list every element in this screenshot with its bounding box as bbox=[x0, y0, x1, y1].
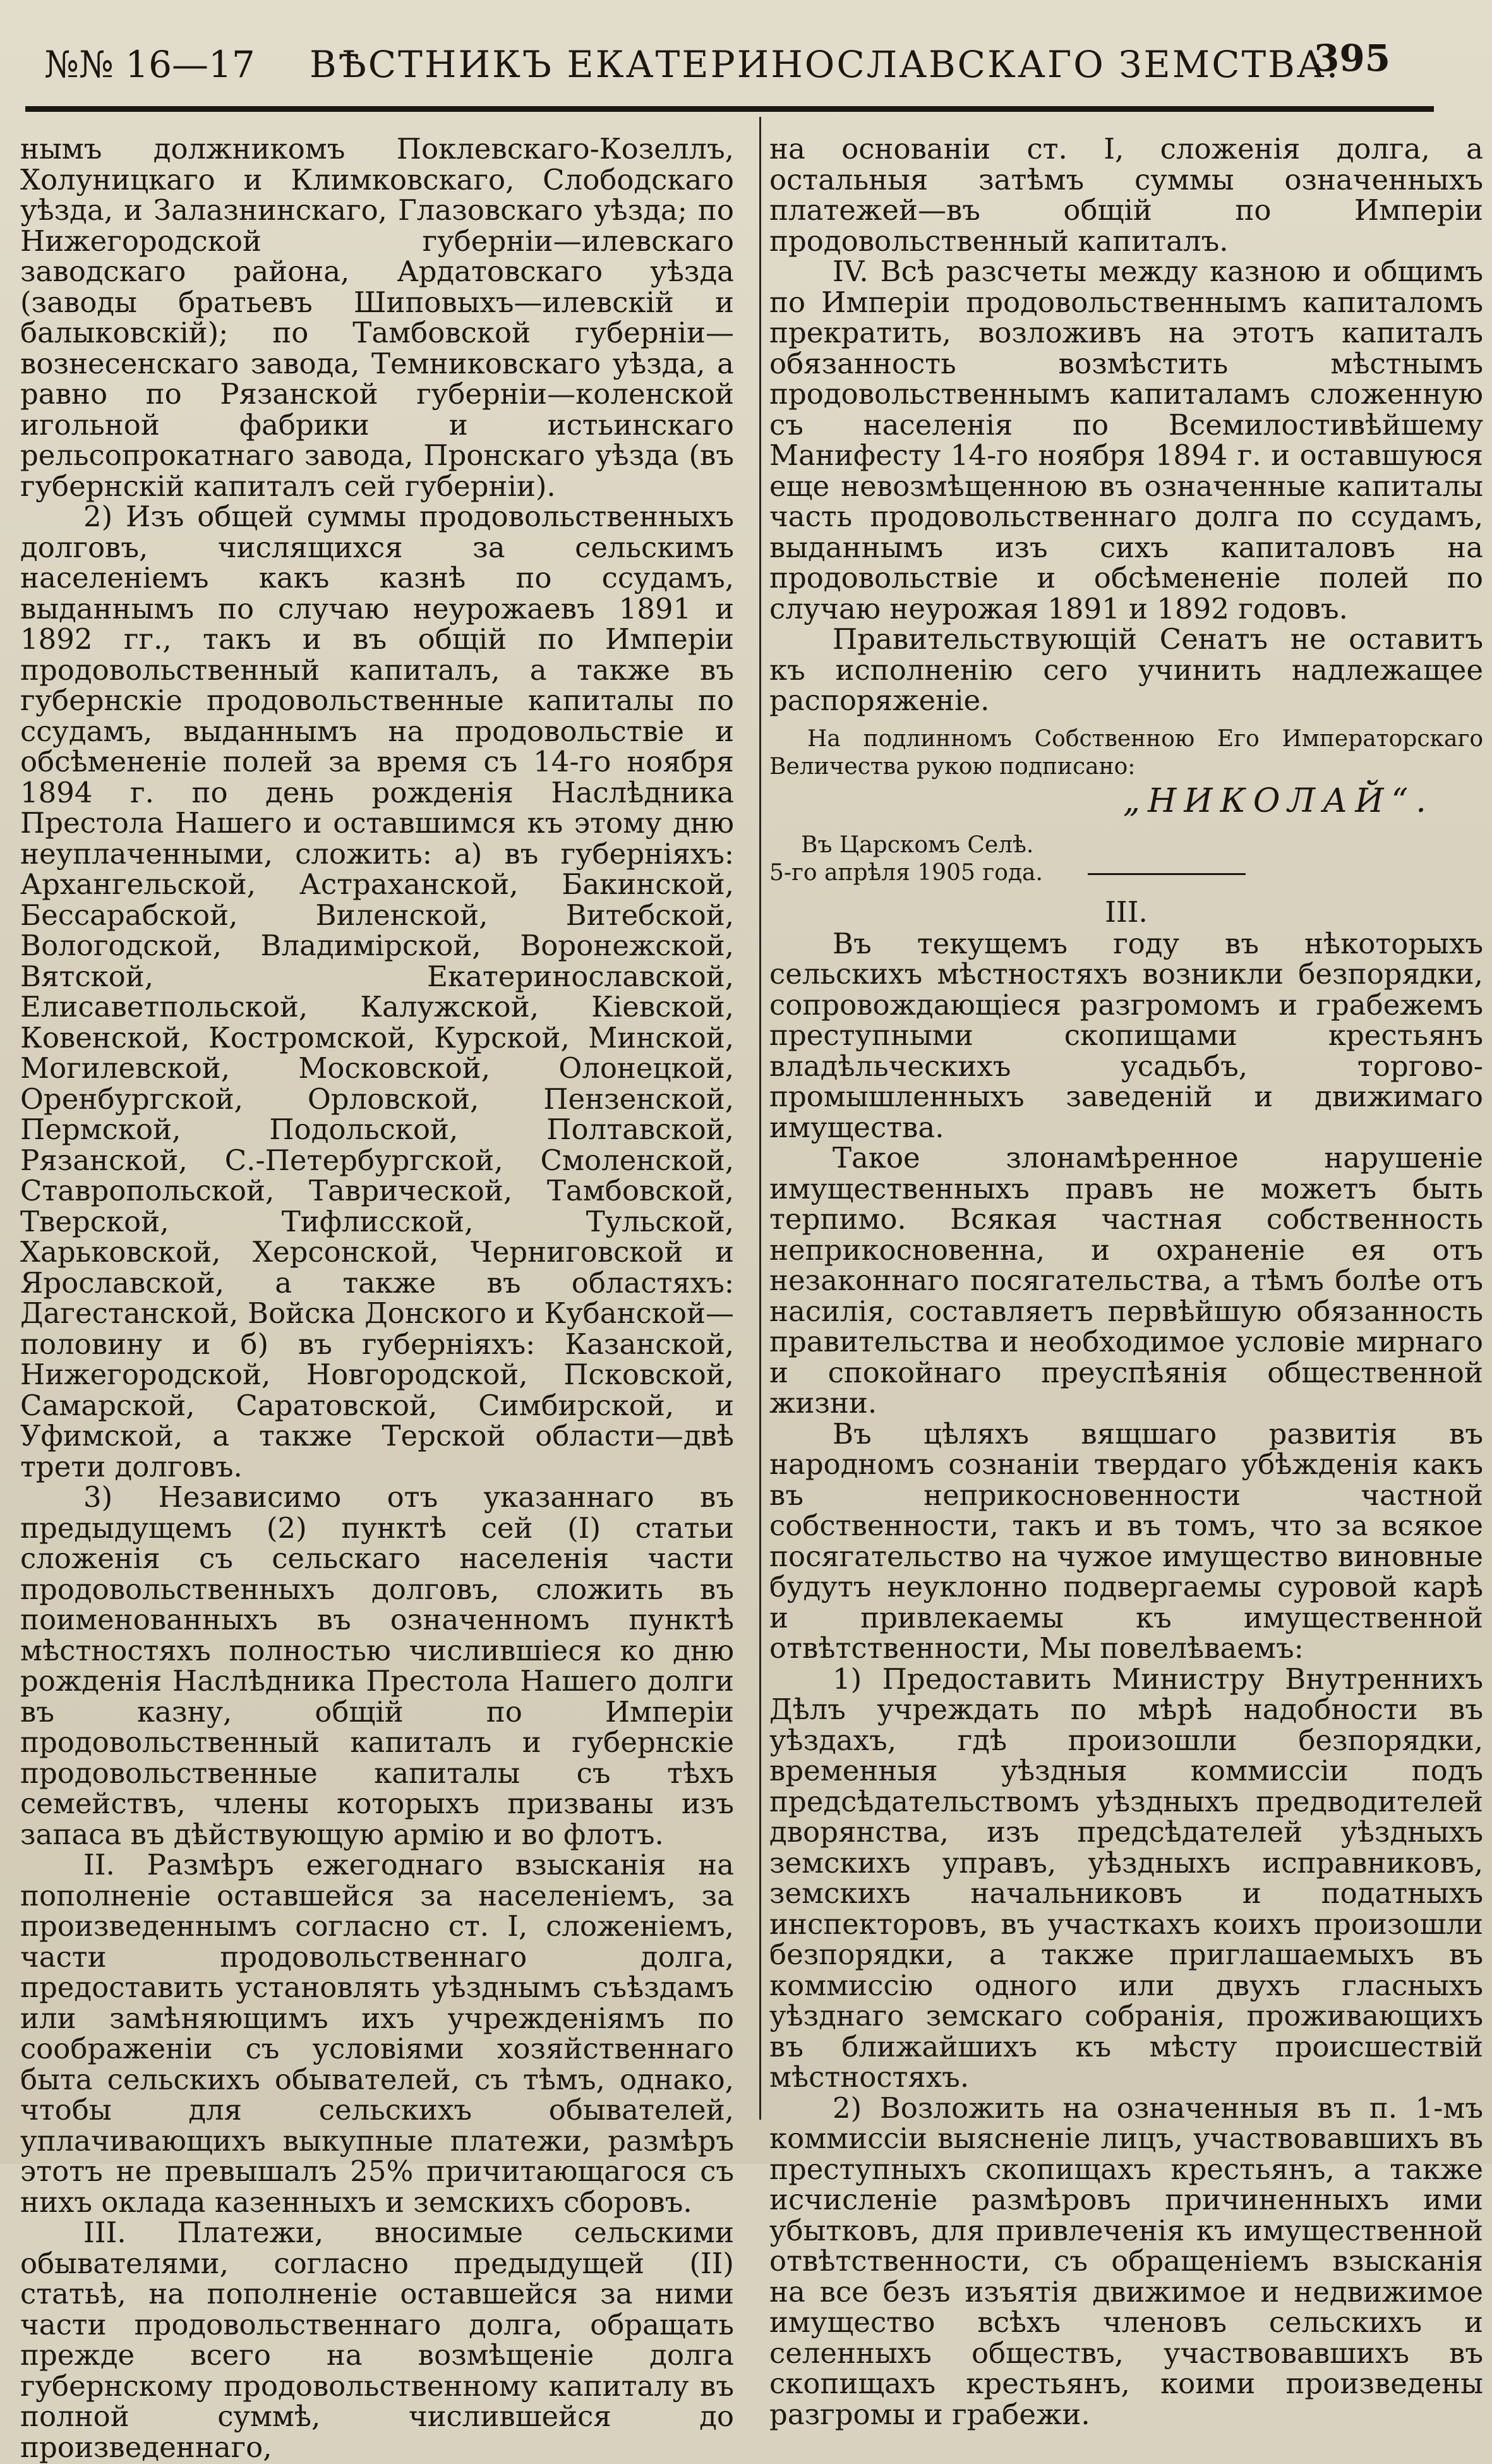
paragraph: II. Размѣръ ежегоднаго взысканія на пополненіе оставшейся за населеніемъ, за произведеннымъ согласно ст. I, сложеніемъ, части продовольственнаго долга, предоставить установлять уѣзднымъ съѣздамъ или замѣняющимъ ихъ учрежденіямъ по соображеніи съ условіями хозяйственнаго быта сельскихъ обывателей, съ тѣмъ, однако, чтобы для сельскихъ обывателей, уплачивающихъ выкупные платежи, размѣръ этотъ не превышалъ 25% причитающагося съ нихъ оклада казенныхъ и земскихъ сборовъ. bbox=[20, 1848, 734, 2219]
paragraph: Въ цѣляхъ вящшаго развитія въ народномъ сознаніи твердаго убѣжденія какъ въ неприкосновенности частной собственности, такъ и въ томъ, что за всякое посягательство на чужое имущество виновные будутъ неуклонно подвергаемы суровой карѣ и привлекаемы къ имущественной отвѣтственности, Мы повелѣваемъ: bbox=[769, 1416, 1483, 1665]
section-number: III. bbox=[1105, 895, 1148, 929]
paragraph: 2) Возложить на означенныя въ п. 1-мъ коммиссіи выясненіе лицъ, участвовавшихъ въ преступныхъ скопищахъ крестьянъ, а также исчисленіе размѣровъ причиненныхъ ими убытковъ, для привлеченія къ имущественной отвѣтственности, съ обращеніемъ взысканія на все безъ изъятія движимое и недвижимое имущество всѣхъ членовъ сельскихъ и селенныхъ обществъ, участвовавшихъ въ скопищахъ крестьянъ, коими произведены разгромы и грабежи. bbox=[769, 2091, 1483, 2431]
paragraph: на основаніи ст. I, сложенія долга, а остальныя затѣмъ суммы означенныхъ платежей—въ общій по Имперіи продовольственный капиталъ. bbox=[769, 132, 1483, 258]
paragraph: 1) Предоставить Министру Внутреннихъ Дѣлъ учреждать по мѣрѣ надобности въ уѣздахъ, гдѣ произошли безпорядки, временныя уѣздныя коммиссіи подъ предсѣдательствомъ уѣздныхъ предводителей дворянства, изъ предсѣдателей уѣздныхъ земскихъ управъ, уѣздныхъ исправниковъ, земскихъ начальниковъ и податныхъ инспекторовъ, въ участкахъ коихъ произошли безпорядки, а также приглашаемыхъ въ коммиссію одного или двухъ гласныхъ уѣзднаго земскаго собранія, проживающихъ въ ближайшихъ къ мѣсту происшествій мѣстностяхъ. bbox=[769, 1662, 1483, 2094]
paragraph: нымъ должникомъ Поклевскаго-Козеллъ, Холуницкаго и Климковскаго, Слободскаго уѣзда, и Залазнинскаго, Глазовскаго уѣзда; по Нижегородской губерніи—илевскаго заводскаго района, Ардатовскаго уѣзда (заводы братьевъ Шиповыхъ—илевскій и балыковскій); по Тамбовской губерніи—вознесенскаго завода, Темниковскаго уѣзда, а равно по Рязанской губерніи—коленской игольной фабрики и истьинскаго рельсопрокатнаго завода, Пронскаго уѣзда (въ губернскій капиталъ сей губерніи). bbox=[20, 132, 734, 503]
signature-date-line bbox=[769, 859, 1483, 887]
issue-number: №№ 16—17 bbox=[44, 43, 255, 86]
right-column bbox=[769, 134, 1483, 2430]
signature-date: 5-го апрѣля 1905 года. bbox=[769, 859, 1043, 886]
column-divider bbox=[759, 117, 761, 2120]
signature-place: Въ Царскомъ Селѣ. bbox=[801, 831, 1034, 858]
paragraph: IV. Всѣ разсчеты между казною и общимъ по Имперіи продовольственнымъ капиталомъ прекратить, возложивъ на этотъ капиталъ обязанность возмѣстить мѣстнымъ продовольственнымъ капиталамъ сложенную съ населенія по Всемилостивѣйшему Манифесту 14-го ноября 1894 г. и оставшуюся еще невозмѣщенною въ означенные капиталы часть продовольственнаго долга по ссудамъ, выданнымъ изъ сихъ капиталовъ на продовольствіе и обсѣмененіе полей по случаю неурожая 1891 и 1892 годовъ. bbox=[769, 255, 1483, 625]
left-column bbox=[20, 134, 734, 2463]
page-header bbox=[44, 30, 1440, 100]
paragraph: 2) Изъ общей суммы продовольственныхъ долговъ, числящихся за сельскимъ населеніемъ какъ казнѣ по ссудамъ, выданнымъ по случаю неурожаевъ 1891 и 1892 гг., такъ и въ общій по Имперіи продовольственный капиталъ, а также въ губернскіе продовольственные капиталы по ссудамъ, выданнымъ на продовольствіе и обсѣмененіе полей за время съ 14-го ноября 1894 г. по день рожденія Наслѣдника Престола Нашего и оставшимся къ этому дню неуплаченными, сложить: а) въ губерніяхъ: Архангельской, Астраханской, Бакинской, Бессарабской, Виленской, Витебской, Вологодской, Владимірской, Воронежской, Вятской, Екатеринославской, Елисаветпольской, Калужской, Кіевской, Ковенской, Костромской, Курской, Минской, Могилевской, Московской, Олонецкой, Оренбургской, Орловской, Пензенской, Пермской, Подольской, Полтавской, Рязанской, С.-Петербургской, Смоленской, Ставропольской, Таврической, Тамбовской, Тверской, Тифлисской, Тульской, Харьковской, Херсонской, Черниговской и Ярославской, а также въ областяхъ: Дагестанской, Войска Донского и Кубанской—половину и б) въ губерніяхъ: Казанской, Нижегородской, Новгородской, Псковской, Самарской, Саратовской, Симбирской, и Уфимской, а также Терской области—двѣ трети долговъ. bbox=[20, 500, 734, 1483]
paragraph: Въ текущемъ году въ нѣкоторыхъ сельскихъ мѣстностяхъ возникли безпорядки, сопровождающіеся разгромомъ и грабежемъ преступными скопищами крестьянъ владѣльческихъ усадьбъ, торгово-промышленныхъ заведеній и движимаго имущества. bbox=[769, 926, 1483, 1144]
header-rule bbox=[25, 106, 1434, 112]
page-number: 395 bbox=[1314, 37, 1391, 80]
paragraph: III. Платежи, вносимые сельскими обывателями, согласно предыдущей (II) статьѣ, на пополненіе оставшейся за ними части продовольственнаго долга, обращать прежде всего на возмѣщеніе долга губернскому продовольственному капиталу въ полной суммѣ, числившейся до произведеннаго, bbox=[20, 2216, 734, 2464]
signature-note: На подлинномъ Собственною Его Императорскаго Величества рукою подписано: bbox=[769, 725, 1483, 780]
separator-rule bbox=[1088, 873, 1246, 875]
paragraph: Такое злонамѣренное нарушеніе имущественныхъ правъ не можетъ быть терпимо. Всякая частная собственность неприкосновенна, и охраненіе ея отъ незаконнаго посягательства, а тѣмъ болѣе отъ насилія, составляетъ первѣйшую обязанность правительства и необходимое условіе мирнаго и спокойнаго преуспѣянія общественной жизни. bbox=[769, 1141, 1483, 1420]
paragraph: 3) Независимо отъ указаннаго въ предыдущемъ (2) пунктѣ сей (I) статьи сложенія съ сельскаго населенія части продовольственныхъ долговъ, сложить въ поименованныхъ въ означенномъ пунктѣ мѣстностяхъ полностью числившіеся ко дню рожденія Наслѣдника Престола Нашего долги въ казну, общій по Имперіи продовольственный капиталъ и губернскіе продовольственные капиталы съ тѣхъ семействъ, члены которыхъ призваны изъ запаса въ дѣйствующую армію и во флотъ. bbox=[20, 1480, 734, 1851]
paragraph: Правительствующій Сенатъ не оставитъ къ исполненію сего учинить надлежащее распоряженіе. bbox=[769, 622, 1483, 717]
journal-title: ВѢСТНИКЪ ЕКАТЕРИНОСЛАВСКАГО ЗЕМСТВА. bbox=[310, 43, 1340, 86]
signature-name: „НИКОЛАЙ“. bbox=[1123, 782, 1434, 820]
